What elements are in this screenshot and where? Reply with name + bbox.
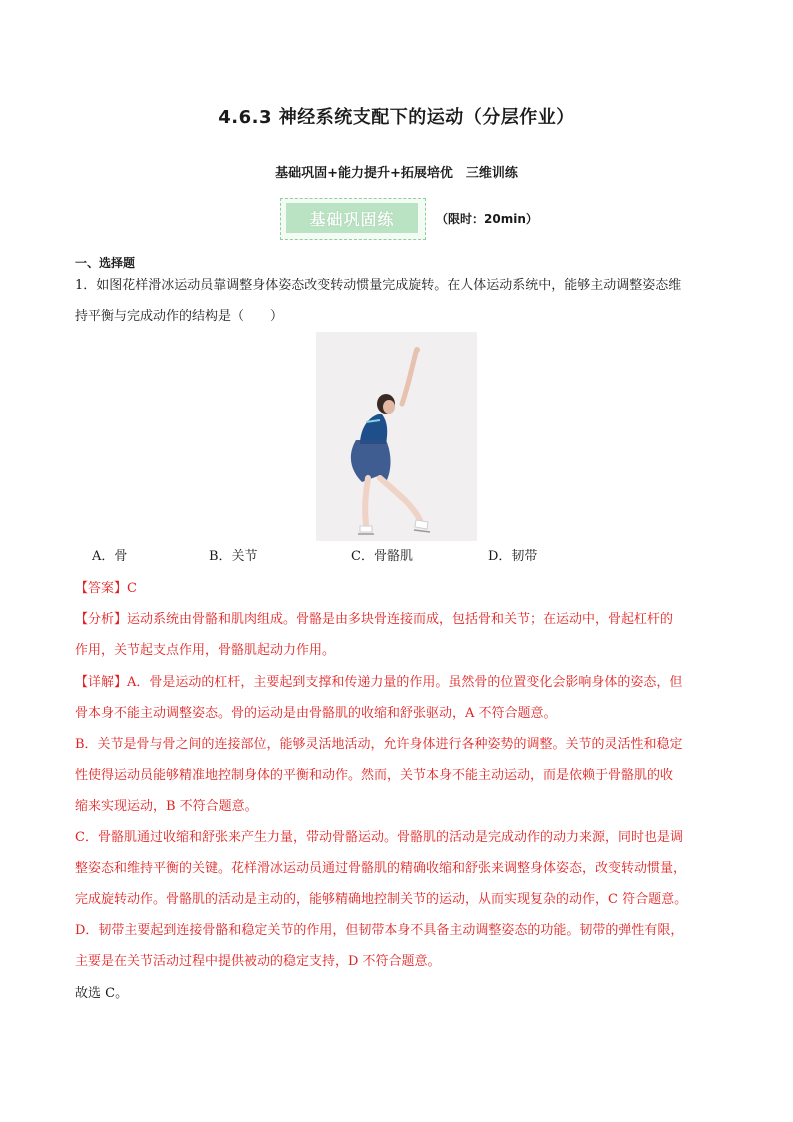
question-line: 持平衡与完成动作的结构是（ ） <box>75 309 284 324</box>
detail-line: 主要是在关节活动过程中提供被动的稳定支持，D 不符合题意。 <box>75 954 441 969</box>
analysis-text: 【分析】运动系统由骨骼和肌肉组成。骨骼是由多块骨连接而成，包括骨和关节；在运动中，骨起杠杆的 <box>75 612 674 627</box>
option-b: B．关节 <box>209 549 258 564</box>
analysis-text: 作用，关节起支点作用，骨骼肌起动力作用。 <box>75 643 336 658</box>
answer-line: 【答案】C <box>75 581 137 596</box>
page-title: 4.6.3 神经系统支配下的运动（分层作业） <box>218 107 575 128</box>
analysis <box>75 604 721 666</box>
conclusion: 故选 C。 <box>75 986 129 1001</box>
detail-line: D．韧带主要起到连接骨骼和稳定关节的作用，但韧带本身不具备主动调整姿态的功能。韧带的弹性有限， <box>75 923 684 938</box>
option-a: A．骨 <box>92 549 128 564</box>
question-line: 1．如图花样滑冰运动员靠调整身体姿态改变转动惯量完成旋转。在人体运动系统中，能够主动调整姿态维 <box>75 278 682 293</box>
skater-illustration <box>316 332 477 541</box>
detail-line: 【详解】A．骨是运动的杠杆，主要起到支撑和传递力量的作用。虽然骨的位置变化会影响身体的姿态，但 <box>75 675 683 690</box>
figure-skater-photo <box>316 332 477 541</box>
detail-line: 完成旋转动作。骨骼肌的活动是主动的，能够精确地控制关节的运动，从而实现复杂的动作，C 符合题意。 <box>75 892 688 907</box>
section-heading: 一、选择题 <box>75 256 136 270</box>
section-banner <box>280 198 426 240</box>
option-d: D．韧带 <box>488 549 538 564</box>
banner-label: 基础巩固练 <box>286 203 418 233</box>
page-subtitle: 基础巩固+能力提升+拓展培优 三维训练 <box>275 166 518 181</box>
detail-line: 缩来实现运动，B 不符合题意。 <box>75 799 258 814</box>
analysis-line <box>75 635 721 666</box>
time-limit: （限时：20min） <box>436 212 538 226</box>
detail-explanation <box>75 667 721 977</box>
detail-line: 整姿态和维持平衡的关键。花样滑冰运动员通过骨骼肌的精确收缩和舒张来调整身体姿态，改变转动惯量， <box>75 861 687 876</box>
detail-line: 性使得运动员能够精准地控制身体的平衡和动作。然而，关节本身不能主动运动，而是依赖于骨骼肌的收 <box>75 768 674 783</box>
detail-line: 骨本身不能主动调整姿态。骨的运动是由骨骼肌的收缩和舒张驱动，A 不符合题意。 <box>75 706 557 721</box>
detail-line: B．关节是骨与骨之间的连接部位，能够灵活地活动，允许身体进行各种姿势的调整。关节的灵活性和稳定 <box>75 737 683 752</box>
question-stem <box>75 270 721 332</box>
answer-options <box>92 545 712 569</box>
option-c: C．骨骼肌 <box>351 549 413 564</box>
analysis-line <box>75 604 721 635</box>
detail-line: C．骨骼肌通过收缩和舒张来产生力量，带动骨骼运动。骨骼肌的活动是完成动作的动力来源，同时也是调 <box>75 830 683 845</box>
